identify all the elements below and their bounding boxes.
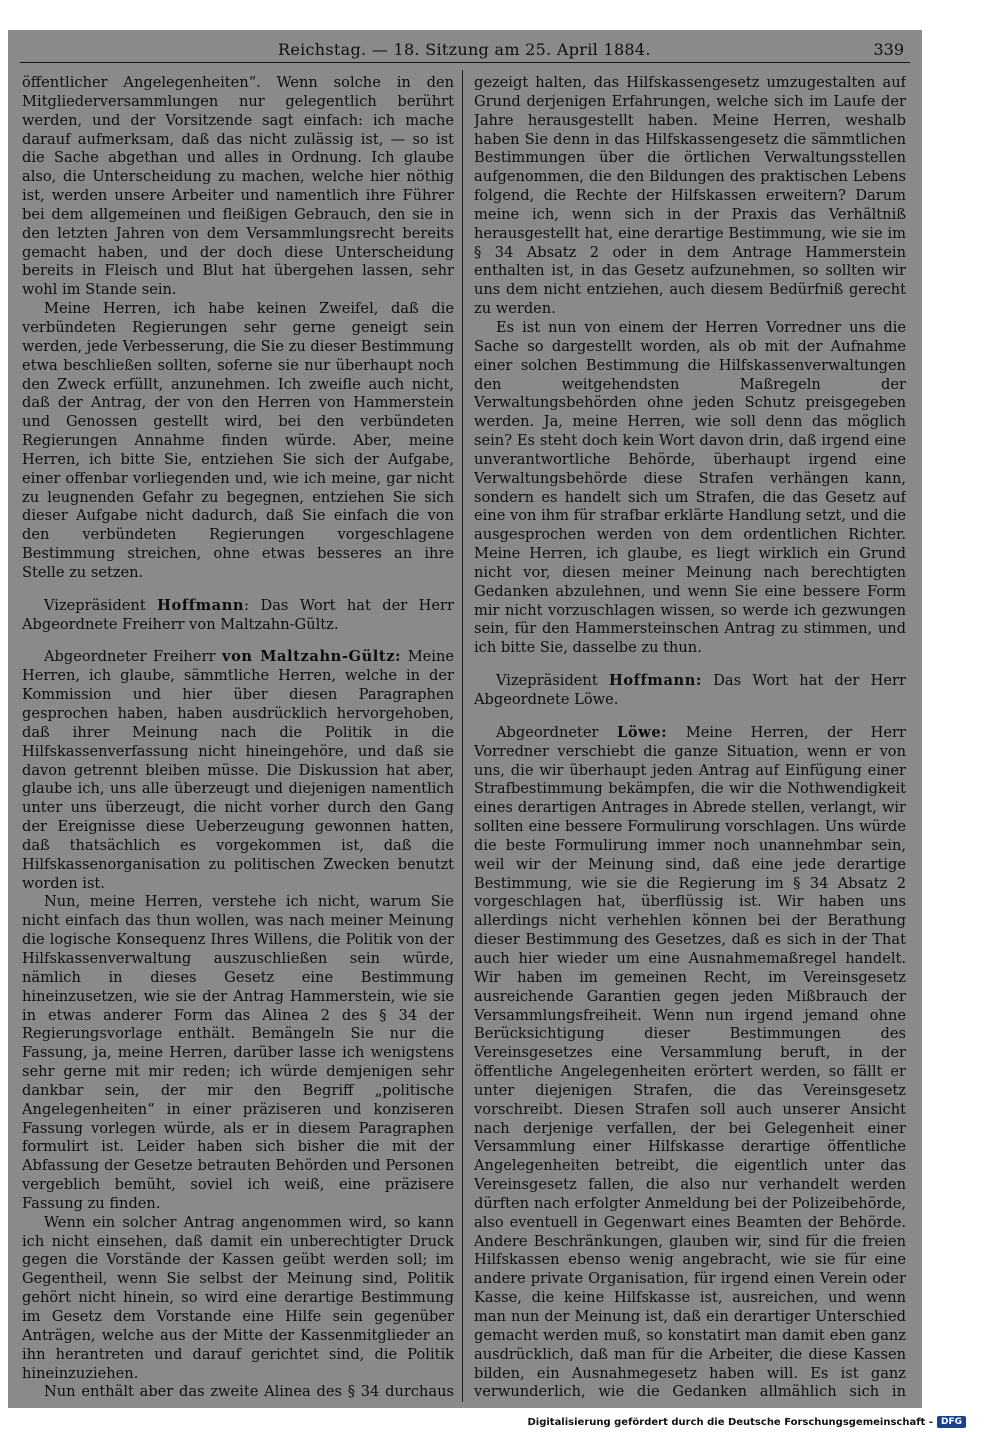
speaker-role: Vizepräsident bbox=[44, 596, 158, 614]
paragraph: Nun, meine Herren, verstehe ich nicht, warum Sie nicht einfach das thun wollen, was nach meiner Meinung die logische Konsequenz Ihres Willens, die Politik von der Hilfskassenverwaltung auszuschließen sein würde, nämlich in dieses Gesetz eine Bestimmung hineinzusetzen, wie sie der Antrag Hammerstein, wie sie in etwas anderer Form das Alinea 2 des § 34 der Regierungsvorlage enthält. Bemängeln Sie nur die Fassung, ja, meine Herren, darüber lasse ich wenigstens sehr gerne mit mir reden; ich würde demjenigen sehr dankbar sein, der mir den Begriff „politische Angelegenheiten“ in einer präziseren und konziseren Fassung vorlegen würde, als er in diesem Paragraphen formulirt ist. Leider haben sich bisher die mit der Abfassung der Gesetze betrauten Behörden und Personen vergeblich bemüht, soviel ich weiß, eine präzisere Fassung zu finden. bbox=[22, 893, 454, 1212]
digitization-footer bbox=[527, 1414, 966, 1430]
continued-paragraph: gezeigt halten, das Hilfskassengesetz umzugestalten auf Grund derjenigen Erfahrungen, welche sich im Laufe der Jahre herausgestellt haben. Meine Herren, weshalb haben Sie denn in das Hilfskassengesetz die sämmtlichen Bestimmungen über die örtlichen Verwaltungsstellen aufgenommen, die den Bildungen des praktischen Lebens folgend, die Rechte der Hilfskassen erweitern? Darum meine ich, wenn sich in der Praxis das Verhältniß herausgestellt hat, eine derartige Bestimmung, wie sie im § 34 Absatz 2 oder in dem Antrage Hammerstein enthalten ist, in das Gesetz aufzunehmen, so sollten wir uns dem nicht entziehen, auch diesem Bedürfniß gerecht zu werden. bbox=[474, 74, 906, 318]
speaker-paragraph bbox=[22, 648, 454, 893]
header-rule bbox=[20, 62, 910, 63]
running-title: Reichstag. — 18. Sitzung am 25. April 1884. bbox=[278, 40, 651, 59]
speaker-paragraph bbox=[474, 672, 906, 710]
right-column bbox=[474, 74, 906, 1399]
speaker-role: Vizepräsident bbox=[496, 672, 609, 690]
column-divider bbox=[462, 70, 463, 1402]
speaker-paragraph bbox=[474, 724, 906, 1399]
speech-text: Meine Herren, ich glaube, sämmtliche Herren, welche in der Kommission und hier über diesen Paragraphen gesprochen haben, haben ausdrücklich hervorgehoben, daß ihrer Meinung nach die Politik in die Hilfskassenverfassung nicht hineingehöre, und daß sie davon getrennt bleiben müsse. Die Diskussion hat aber, glaube ich, uns alle überzeugt und diejenigen namentlich unter uns überzeugt, die nicht vorher durch den Gang der Ereignisse diese Ueberzeugung gewonnen hatten, daß thatsächlich es vorgekommen ist, daß die Hilfskassenorganisation zu politischen Zwecken benutzt worden ist. bbox=[22, 648, 454, 892]
speech-text: Meine Herren, der Herr Vorredner verschiebt die ganze Situation, wenn er von uns, die wir überhaupt jeden Antrag auf Einfügung einer Strafbestimmung bekämpfen, die wir die Nothwendigkeit eines derartigen Antrages in Abrede stellen, verlangt, wir sollten eine bessere Formulirung vorschlagen. Uns würde die beste Formulirung immer noch unannehmbar sein, weil wir der Meinung sind, daß eine jede derartige Bestimmung, wie sie die Regierung im § 34 Absatz 2 vorgeschlagen hat, überflüssig ist. Wir haben uns allerdings nicht verhehlen können bei der Berathung dieser Bestimmung des Gesetzes, daß es sich in der That auch hier wieder um eine Ausnahmemaßregel handelt. Wir haben im gemeinen Recht, im Vereinsgesetz ausreichende Garantien gegen jeden Mißbrauch der Versammlungsfreiheit. Wenn nun irgend jemand ohne Berücksichtigung dieser Bestimmungen des Vereinsgesetzes eine Versammlung beruft, in der öffentliche Angelegenheiten erörtert werden, so fällt er unter diejenigen Strafen, die das Vereinsgesetz vorschreibt. Diesen Strafen soll auch unserer Ansicht nach derjenige verfallen, der bei Gelegenheit einer Versammlung einer Hilfskasse derartige öffentliche Angelegenheiten betreibt, die eigentlich unter das Vereinsgesetz fallen, die also nur verhandelt werden dürften nach erfolgter Anmeldung bei der Polizeibehörde, also eventuell in Gegenwart eines Beamten der Behörde. Andere Beschränkungen, glauben wir, sind für die freien Hilfskassen ebenso wenig angebracht, wie sie für eine andere private Organisation, für irgend einen Verein oder Kasse, die keine Hilfskasse ist, ausreichen, und wenn man nun der Meinung ist, daß ein derartiger Unterschied gemacht werden muß, so konstatirt man damit eben ganz ausdrücklich, daß man für die Arbeiter, die diese Kassen bilden, ein Ausnahmegesetz haben will. Es ist ganz verwunderlich, wie die Gedanken allmählich sich in bbox=[474, 723, 906, 1399]
paragraph: Es ist nun von einem der Herren Vorredner uns die Sache so dargestellt worden, als ob mit der Aufnahme einer solchen Bestimmung die Hilfskassenverwaltungen den weitgehendsten Maßregeln der Verwaltungsbehörden ohne jeden Schutz preisgegeben werden. Ja, meine Herren, wie soll denn das möglich sein? Es steht doch kein Wort davon drin, daß irgend eine unverantwortliche Behörde, überhaupt irgend eine Verwaltungsbehörde diese Strafen verhängen kann, sondern es handelt sich um Strafen, die das Gesetz auf eine von ihm für strafbar erklärte Handlung setzt, und die ausgesprochen werden von dem ordentlichen Richter. Meine Herren, ich glaube, es liegt wirklich ein Grund nicht vor, diesen meiner Meinung nach berechtigten Gedanken abzulehnen, und wenn Sie eine bessere Form mir nicht vorzuschlagen wissen, so werde ich gezwungen sein, für den Hammersteinschen Antrag zu stimmen, und ich bitte Sie, dasselbe zu thun. bbox=[474, 318, 906, 657]
page-number: 339 bbox=[873, 40, 904, 59]
speech-text: : Das Wort hat der Herr Abgeordnete Freiherr von Maltzahn-Gültz. bbox=[22, 596, 454, 633]
speaker-paragraph bbox=[22, 597, 454, 635]
scanned-page bbox=[8, 30, 922, 1408]
speaker-name: Hoffmann: bbox=[608, 672, 702, 690]
paragraph: Wenn ein solcher Antrag angenommen wird, so kann ich nicht einsehen, daß damit ein unberechtigter Druck gegen die Vorstände der Kassen geübt werden soll; im Gegentheil, wenn Sie selbst der Meinung sind, Politik gehört nicht hinein, so wird eine derartige Bestimmung im Gesetz dem Vorstande eine Hilfe sein gegenüber Anträgen, welche aus der Mitte der Kassenmitglieder an ihn herantreten und darauf gerichtet sind, die Politik hineinzuziehen. bbox=[22, 1213, 454, 1382]
continued-paragraph: öffentlicher Angelegenheiten“. Wenn solche in den Mitgliederversammlungen nur gelegentlich berührt werden, und der Vorsitzende sagt einfach: ich mache darauf aufmerksam, daß das nicht zulässig ist, — so ist die Sache abgethan und alles in Ordnung. Ich glaube also, die Unterscheidung zu machen, welche hier nöthig ist, werden unsere Arbeiter und namentlich ihre Führer bei dem allgemeinen und fleißigen Gebrauch, den sie in den letzten Jahren von dem Versammlungsrecht bereits gemacht haben, und der doch diese Unterscheidung bereits in Fleisch und Blut hat übergehen lassen, sehr wohl im Stande sein. bbox=[22, 74, 454, 299]
speaker-name: von Maltzahn-Gültz: bbox=[221, 648, 402, 666]
paragraph: Nun enthält aber das zweite Alinea des § 34 durchaus bbox=[44, 1383, 454, 1399]
speech-text: Das Wort hat der Herr Abgeordnete Löwe. bbox=[474, 672, 906, 708]
speaker-name: Löwe: bbox=[617, 723, 668, 741]
speaker-name: Hoffmann bbox=[157, 596, 245, 614]
paragraph: Meine Herren, ich habe keinen Zweifel, daß die verbündeten Regierungen sehr gerne geneigt sein werden, jede Verbesserung, die Sie zu dieser Bestimmung etwa beschließen sollten, soferne sie nur überhaupt noch den Zweck erfüllt, anzunehmen. Ich zweifle auch nicht, daß der Antrag, der von den Herren von Hammerstein und Genossen gestellt wird, bei den verbündeten Regierungen Annahme finden würde. Aber, meine Herren, ich bitte Sie, entziehen Sie sich der Aufgabe, einer offenbar vorliegenden und, wie ich meine, gar nicht zu leugnenden Gefahr zu begegnen, entziehen Sie sich dieser Aufgabe nicht dadurch, daß Sie einfach die von den verbündeten Regierungen vorgeschlagene Bestimmung streichen, ohne etwas besseres an ihre Stelle zu setzen. bbox=[22, 300, 454, 581]
left-column bbox=[22, 74, 454, 1399]
dfg-logo: DFG bbox=[937, 1416, 966, 1428]
footer-text: Digitalisierung gefördert durch die Deutsche Forschungsgemeinschaft - bbox=[527, 1416, 933, 1428]
speaker-role: Abgeordneter bbox=[496, 723, 618, 741]
page-header bbox=[8, 36, 922, 64]
speaker-role: Abgeordneter Freiherr bbox=[44, 648, 222, 666]
